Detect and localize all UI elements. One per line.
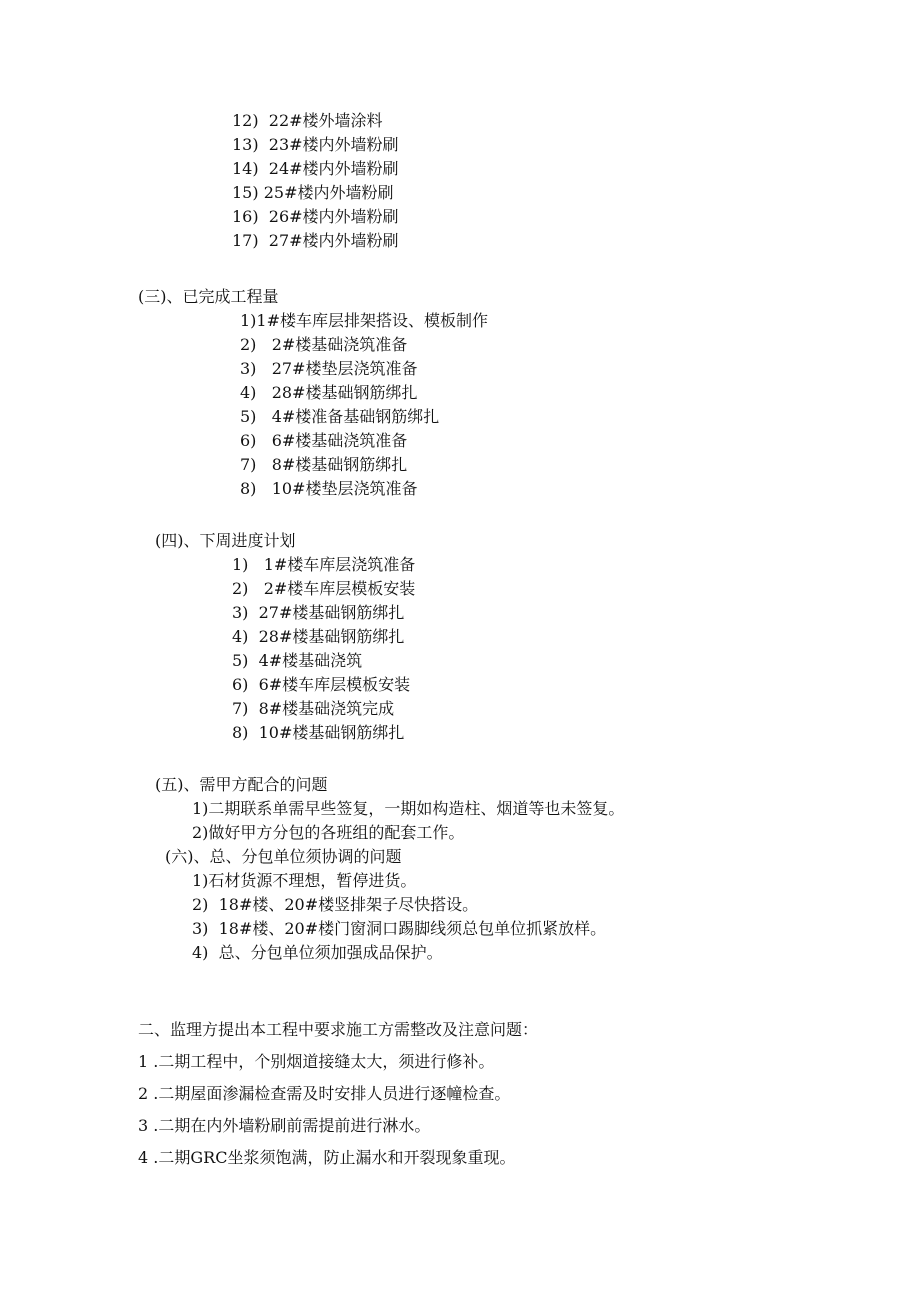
list-item bbox=[192, 870, 416, 892]
item-text: 4#楼基础浇筑 bbox=[258, 651, 363, 670]
list-item bbox=[138, 1083, 510, 1105]
item-text: 10#楼基础钢筋绑扎 bbox=[258, 723, 405, 742]
item-text: 做好甲方分包的各班组的配套工作。 bbox=[208, 823, 465, 842]
list-item bbox=[138, 1051, 494, 1073]
list-item bbox=[232, 722, 404, 744]
list-item bbox=[192, 918, 606, 940]
list-item bbox=[192, 822, 464, 844]
item-text: 22#楼外墙涂料 bbox=[268, 111, 383, 130]
section-heading: (三)、已完成工程量 bbox=[138, 287, 279, 306]
list-item bbox=[192, 894, 478, 916]
item-text: 28#楼基础钢筋绑扎 bbox=[258, 627, 405, 646]
item-number: 7) bbox=[240, 455, 257, 474]
item-number: 1) bbox=[240, 311, 257, 330]
item-number: 4) bbox=[232, 627, 249, 646]
list-item bbox=[232, 182, 393, 204]
list-item bbox=[232, 134, 399, 156]
list-item bbox=[240, 478, 417, 500]
item-number: 1) bbox=[192, 799, 209, 818]
item-text: .二期工程中，个别烟道接缝太大，须进行修补。 bbox=[153, 1052, 495, 1071]
item-text: 10#楼垫层浇筑准备 bbox=[271, 479, 418, 498]
item-number: 17) bbox=[232, 231, 259, 250]
item-number: 3) bbox=[232, 603, 249, 622]
list-item bbox=[232, 206, 399, 228]
item-number: 1 bbox=[138, 1052, 149, 1071]
list-item bbox=[240, 382, 417, 404]
part-heading: 二、监理方提出本工程中要求施工方需整改及注意问题： bbox=[138, 1020, 539, 1039]
section-heading: (四)、下周进度计划 bbox=[155, 531, 296, 550]
item-text: .二期GRC坐浆须饱满，防止漏水和开裂现象重现。 bbox=[153, 1148, 516, 1167]
item-text: 6#楼车库层模板安装 bbox=[258, 675, 411, 694]
item-number: 16) bbox=[232, 207, 259, 226]
item-text: 18#楼、20#楼竖排架子尽快搭设。 bbox=[218, 895, 479, 914]
item-text: 26#楼内外墙粉刷 bbox=[268, 207, 399, 226]
item-text: 27#楼内外墙粉刷 bbox=[268, 231, 399, 250]
item-number: 4) bbox=[240, 383, 257, 402]
item-text: 总、分包单位须加强成品保护。 bbox=[218, 943, 443, 962]
item-number: 8) bbox=[232, 723, 249, 742]
list-item bbox=[232, 626, 404, 648]
item-number: 4) bbox=[192, 943, 209, 962]
list-item bbox=[192, 942, 443, 964]
item-text: 6#楼基础浇筑准备 bbox=[271, 431, 408, 450]
item-number: 3 bbox=[138, 1116, 149, 1135]
item-number: 2) bbox=[192, 895, 209, 914]
item-number: 2) bbox=[240, 335, 257, 354]
item-number: 2 bbox=[138, 1084, 149, 1103]
item-number: 7) bbox=[232, 699, 249, 718]
item-number: 3) bbox=[240, 359, 257, 378]
item-number: 1) bbox=[232, 555, 249, 574]
item-text: 24#楼内外墙粉刷 bbox=[268, 159, 399, 178]
item-text: 25#楼内外墙粉刷 bbox=[263, 183, 394, 202]
item-number: 2) bbox=[232, 579, 249, 598]
item-number: 2) bbox=[192, 823, 209, 842]
item-number: 14) bbox=[232, 159, 259, 178]
item-text: .二期屋面渗漏检查需及时安排人员进行逐幢检查。 bbox=[153, 1084, 511, 1103]
list-item bbox=[232, 674, 410, 696]
item-text: 2#楼车库层模板安装 bbox=[263, 579, 416, 598]
item-number: 3) bbox=[192, 919, 209, 938]
list-item bbox=[232, 554, 415, 576]
item-number: 6) bbox=[240, 431, 257, 450]
item-text: 18#楼、20#楼门窗洞口踢脚线须总包单位抓紧放样。 bbox=[218, 919, 607, 938]
item-number: 1) bbox=[192, 871, 209, 890]
item-number: 15) bbox=[232, 183, 259, 202]
list-item bbox=[240, 406, 439, 428]
list-item bbox=[240, 454, 407, 476]
item-text: 1#楼车库层排架搭设、模板制作 bbox=[256, 311, 489, 330]
list-item bbox=[232, 158, 399, 180]
item-text: 27#楼基础钢筋绑扎 bbox=[258, 603, 405, 622]
item-number: 5) bbox=[240, 407, 257, 426]
item-text: 石材货源不理想，暂停进货。 bbox=[208, 871, 417, 890]
item-text: 4#楼准备基础钢筋绑扎 bbox=[271, 407, 440, 426]
item-number: 12) bbox=[232, 111, 259, 130]
item-text: 2#楼基础浇筑准备 bbox=[271, 335, 408, 354]
list-item bbox=[240, 310, 488, 332]
item-text: 二期联系单需早些签复，一期如构造柱、烟道等也未签复。 bbox=[208, 799, 625, 818]
item-text: 23#楼内外墙粉刷 bbox=[268, 135, 399, 154]
item-number: 5) bbox=[232, 651, 249, 670]
list-item bbox=[192, 798, 624, 820]
item-text: 28#楼基础钢筋绑扎 bbox=[271, 383, 418, 402]
item-number: 6) bbox=[232, 675, 249, 694]
item-text: 1#楼车库层浇筑准备 bbox=[263, 555, 416, 574]
list-item bbox=[138, 1147, 515, 1169]
item-number: 8) bbox=[240, 479, 257, 498]
item-text: .二期在内外墙粉刷前需提前进行淋水。 bbox=[153, 1116, 431, 1135]
section-heading: (五)、需甲方配合的问题 bbox=[155, 775, 328, 794]
item-text: 8#楼基础浇筑完成 bbox=[258, 699, 395, 718]
list-item bbox=[232, 578, 415, 600]
section-heading: (六)、总、分包单位须协调的问题 bbox=[165, 847, 402, 866]
list-item bbox=[232, 698, 394, 720]
item-text: 27#楼垫层浇筑准备 bbox=[271, 359, 418, 378]
item-number: 4 bbox=[138, 1148, 149, 1167]
list-item bbox=[232, 602, 404, 624]
list-item bbox=[240, 358, 417, 380]
list-item bbox=[240, 430, 407, 452]
list-item bbox=[232, 650, 362, 672]
list-item bbox=[232, 230, 399, 252]
list-item bbox=[138, 1115, 430, 1137]
item-number: 13) bbox=[232, 135, 259, 154]
list-item bbox=[240, 334, 407, 356]
item-text: 8#楼基础钢筋绑扎 bbox=[271, 455, 408, 474]
list-item bbox=[232, 110, 383, 132]
